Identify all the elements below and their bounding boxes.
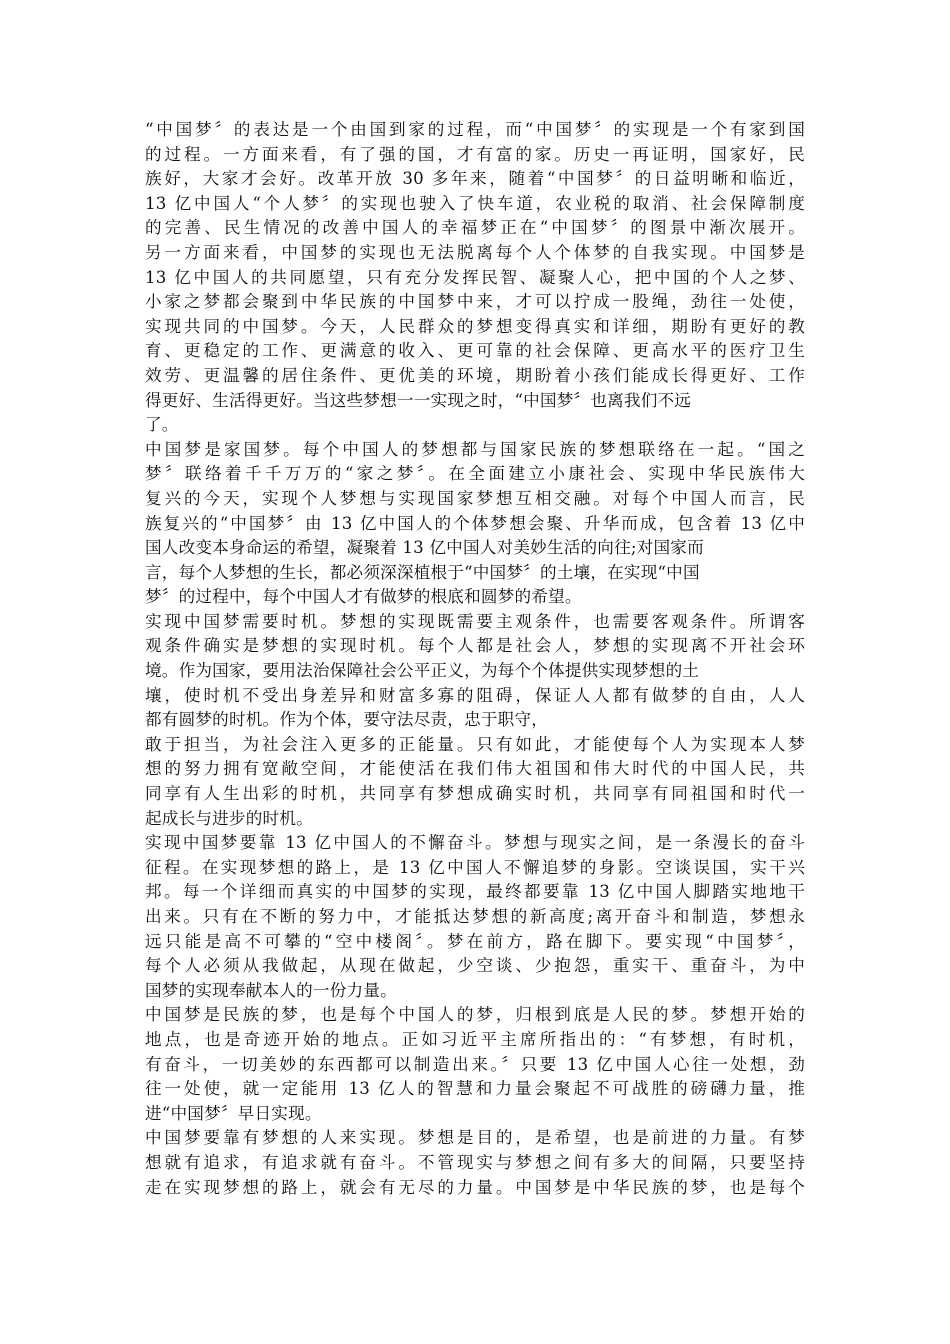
text-line: 敢于担当，为社会注入更多的正能量。只有如此，才能使每个人为实现本人梦 (145, 734, 805, 754)
text-line: 征程。在实现梦想的路上，是 13 亿中国人不懈追梦的身影。空谈误国，实干兴 (145, 857, 805, 877)
text-line: 13 亿中国人“个人梦〞的实现也驶入了快车道，农业税的取消、社会保障制度 (145, 193, 805, 213)
text-line: 中国梦是家国梦。每个中国人的梦想都与国家民族的梦想联络在一起。“国之 (145, 439, 805, 459)
text-line: 都有圆梦的时机。作为个体，要守法尽责，忠于职守， (145, 710, 549, 730)
text-line: 族好，大家才会好。改革开放 30 多年来，随着“中国梦〞的日益明晰和临近， (145, 169, 805, 189)
text-line: 起成长与进步的时机。 (145, 808, 313, 828)
text-line: 每个人必须从我做起，从现在做起，少空谈、少抱怨，重实干、重奋斗，为中 (145, 956, 805, 976)
text-line: 国梦的实现奉献本人的一份力量。 (145, 980, 397, 1000)
text-line: 另一方面来看，中国梦的实现也无法脱离每个人个体梦的自我实现。中国梦是 (145, 242, 805, 262)
text-line: 的完善、民生情况的改善中国人的幸福梦正在“中国梦〞的图景中渐次展开。 (145, 218, 805, 238)
text-line: 观条件确实是梦想的实现时机。每个人都是社会人，梦想的实现离不开社会环 (145, 636, 805, 656)
text-line: 壤，使时机不受出身差异和财富多寡的阻碍，保证人人都有做梦的自由，人人 (145, 685, 805, 705)
text-line: 远只能是高不可攀的“空中楼阁〞。梦在前方，路在脚下。要实现“中国梦〞， (145, 931, 805, 951)
document-body (145, 118, 805, 1200)
text-line: 小家之梦都会聚到中华民族的中国梦中来，才可以拧成一股绳，劲往一处使， (145, 292, 805, 312)
text-line: 实现中国梦要靠 13 亿中国人的不懈奋斗。梦想与现实之间，是一条漫长的奋斗 (145, 833, 805, 853)
text-line: 想就有追求，有追求就有奋斗。不管现实与梦想之间有多大的间隔，只要坚持 (145, 1152, 805, 1172)
text-line: 走在实现梦想的路上，就会有无尽的力量。中国梦是中华民族的梦，也是每个 (145, 1177, 805, 1197)
text-line: 的过程。一方面来看，有了强的国，才有富的家。历史一再证明，国家好，民 (145, 144, 805, 164)
text-line: 实现共同的中国梦。今天，人民群众的梦想变得真实和详细，期盼有更好的教 (145, 316, 805, 336)
text-line: 族复兴的“中国梦〞由 13 亿中国人的个体梦想会聚、升华而成，包含着 13 亿中 (145, 513, 805, 533)
text-line: 中国梦要靠有梦想的人来实现。梦想是目的，是希望，也是前进的力量。有梦 (145, 1128, 805, 1148)
text-line: 往一处使，就一定能用 13 亿人的智慧和力量会聚起不可战胜的磅礴力量，推 (145, 1079, 805, 1099)
text-line: 同享有人生出彩的时机，共同享有梦想成确实时机，共同享有同祖国和时代一 (145, 784, 805, 804)
text-line: 国人改变本身命运的希望，凝聚着 13 亿中国人对美妙生活的向往;对国家而 (145, 538, 704, 558)
text-line: 言，每个人梦想的生长，都必须深深植根于“中国梦〞的土壤，在实现“中国 (145, 562, 700, 582)
text-line: 复兴的今天，实现个人梦想与实现国家梦想互相交融。对每个中国人而言，民 (145, 488, 805, 508)
text-line: 效劳、更温馨的居住条件、更优美的环境，期盼着小孩们能成长得更好、工作 (145, 365, 805, 385)
text-line: 育、更稳定的工作、更满意的收入、更可靠的社会保障、更高水平的医疗卫生 (145, 341, 805, 361)
text-line: 实现中国梦需要时机。梦想的实现既需要主观条件，也需要客观条件。所谓客 (145, 611, 805, 631)
text-line: 13 亿中国人的共同愿望，只有充分发挥民智、凝聚人心，把中国的个人之梦、 (145, 267, 805, 287)
text-line: 邦。每一个详细而真实的中国梦的实现，最终都要靠 13 亿中国人脚踏实地地干 (145, 882, 805, 902)
text-line: 梦〞联络着千千万万的“家之梦〞。在全面建立小康社会、实现中华民族伟大 (145, 464, 805, 484)
text-line: 想的努力拥有宽敞空间，才能使活在我们伟大祖国和伟大时代的中国人民，共 (145, 759, 805, 779)
text-line: 中国梦是民族的梦，也是每个中国人的梦，归根到底是人民的梦。梦想开始的 (145, 1005, 805, 1025)
text-line: 境。作为国家，要用法治保障社会公平正义，为每个个体提供实现梦想的土 (145, 661, 700, 681)
text-line: 了。 (145, 415, 179, 435)
text-line: 进“中国梦〞早日实现。 (145, 1103, 322, 1123)
text-line: “中国梦〞的表达是一个由国到家的过程，而“中国梦〞的实现是一个有家到国 (145, 120, 805, 139)
text-line: 地点，也是奇迹开始的地点。正如习近平主席所指出的：“有梦想，有时机， (145, 1029, 805, 1049)
text-line: 出来。只有在不断的努力中，才能抵达梦想的新高度;离开奋斗和制造，梦想永 (145, 907, 805, 926)
text-line: 梦〞的过程中，每个中国人才有做梦的根底和圆梦的希望。 (145, 587, 582, 607)
text-line: 得更好、生活得更好。当这些梦想一一实现之时，“中国梦〞也离我们不远 (145, 390, 692, 410)
text-line: 有奋斗，一切美妙的东西都可以制造出来。〞只要 13 亿中国人心往一处想，劲 (145, 1054, 805, 1074)
